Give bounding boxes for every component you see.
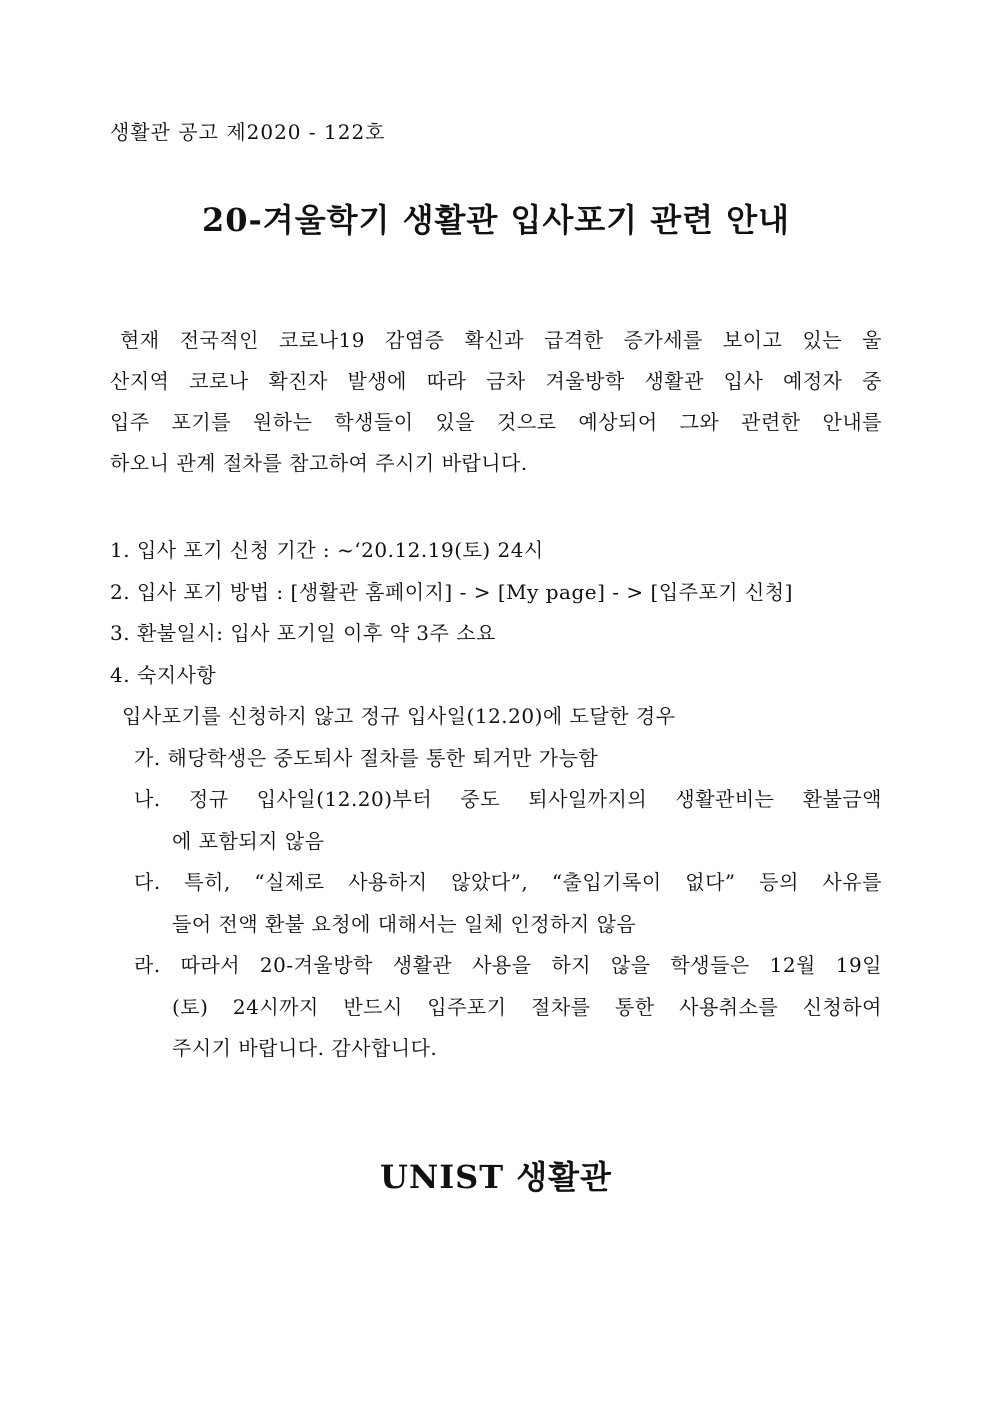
note-ra-line3: 주시기 바랍니다. 감사합니다. (172, 1036, 438, 1060)
intro-line: 입주 포기를 원하는 학생들이 있을 것으로 예상되어 그와 관련한 안내를 (110, 410, 882, 434)
notes-intro: 입사포기를 신청하지 않고 정규 입사일(12.20)에 도달한 경우 (122, 704, 676, 728)
item-application-period: 1. 입사 포기 신청 기간 : ~‘20.12.19(토) 24시 (110, 538, 544, 562)
intro-line: 하오니 관계 절차를 참고하여 주시기 바랍니다. (110, 451, 528, 475)
notes-sublist (110, 738, 882, 1070)
intro-paragraph (110, 320, 882, 484)
notice-number: 생활관 공고 제2020 - 122호 (110, 120, 386, 144)
info-list (110, 530, 882, 1070)
note-na-line2: 에 포함되지 않음 (172, 828, 325, 853)
signature: UNIST 생활관 (380, 1158, 612, 1196)
item-refund-timing: 3. 환불일시: 입사 포기일 이후 약 3주 소요 (110, 621, 496, 645)
intro-line: 현재 전국적인 코로나19 감염증 확신과 급격한 증가세를 보이고 있는 울 (120, 328, 882, 352)
intro-line: 산지역 코로나 확진자 발생에 따라 금차 겨울방학 생활관 입사 예정자 중 (110, 369, 882, 393)
note-da-line2: 들어 전액 환불 요청에 대해서는 일체 인정하지 않음 (172, 911, 637, 936)
note-ga: 가. 해당학생은 중도퇴사 절차를 통한 퇴거만 가능함 (134, 745, 599, 770)
item-notes-heading: 4. 숙지사항 (110, 662, 217, 687)
document-title: 20-겨울학기 생활관 입사포기 관련 안내 (201, 201, 791, 239)
note-na-line1: 나. 정규 입사일(12.20)부터 중도 퇴사일까지의 생활관비는 환불금액 (134, 787, 882, 811)
item-application-method: 2. 입사 포기 방법 : [생활관 홈페이지] - > [My page] - > [입주포기 신청] (110, 579, 793, 604)
note-da-line1: 다. 특히, “실제로 사용하지 않았다”, “출입기록이 없다” 등의 사유를 (134, 870, 882, 894)
note-ra-line1: 라. 따라서 20-겨울방학 생활관 사용을 하지 않을 학생들은 12월 19일 (134, 953, 882, 977)
note-ra-line2: (토) 24시까지 반드시 입주포기 절차를 통한 사용취소를 신청하여 (172, 994, 882, 1019)
